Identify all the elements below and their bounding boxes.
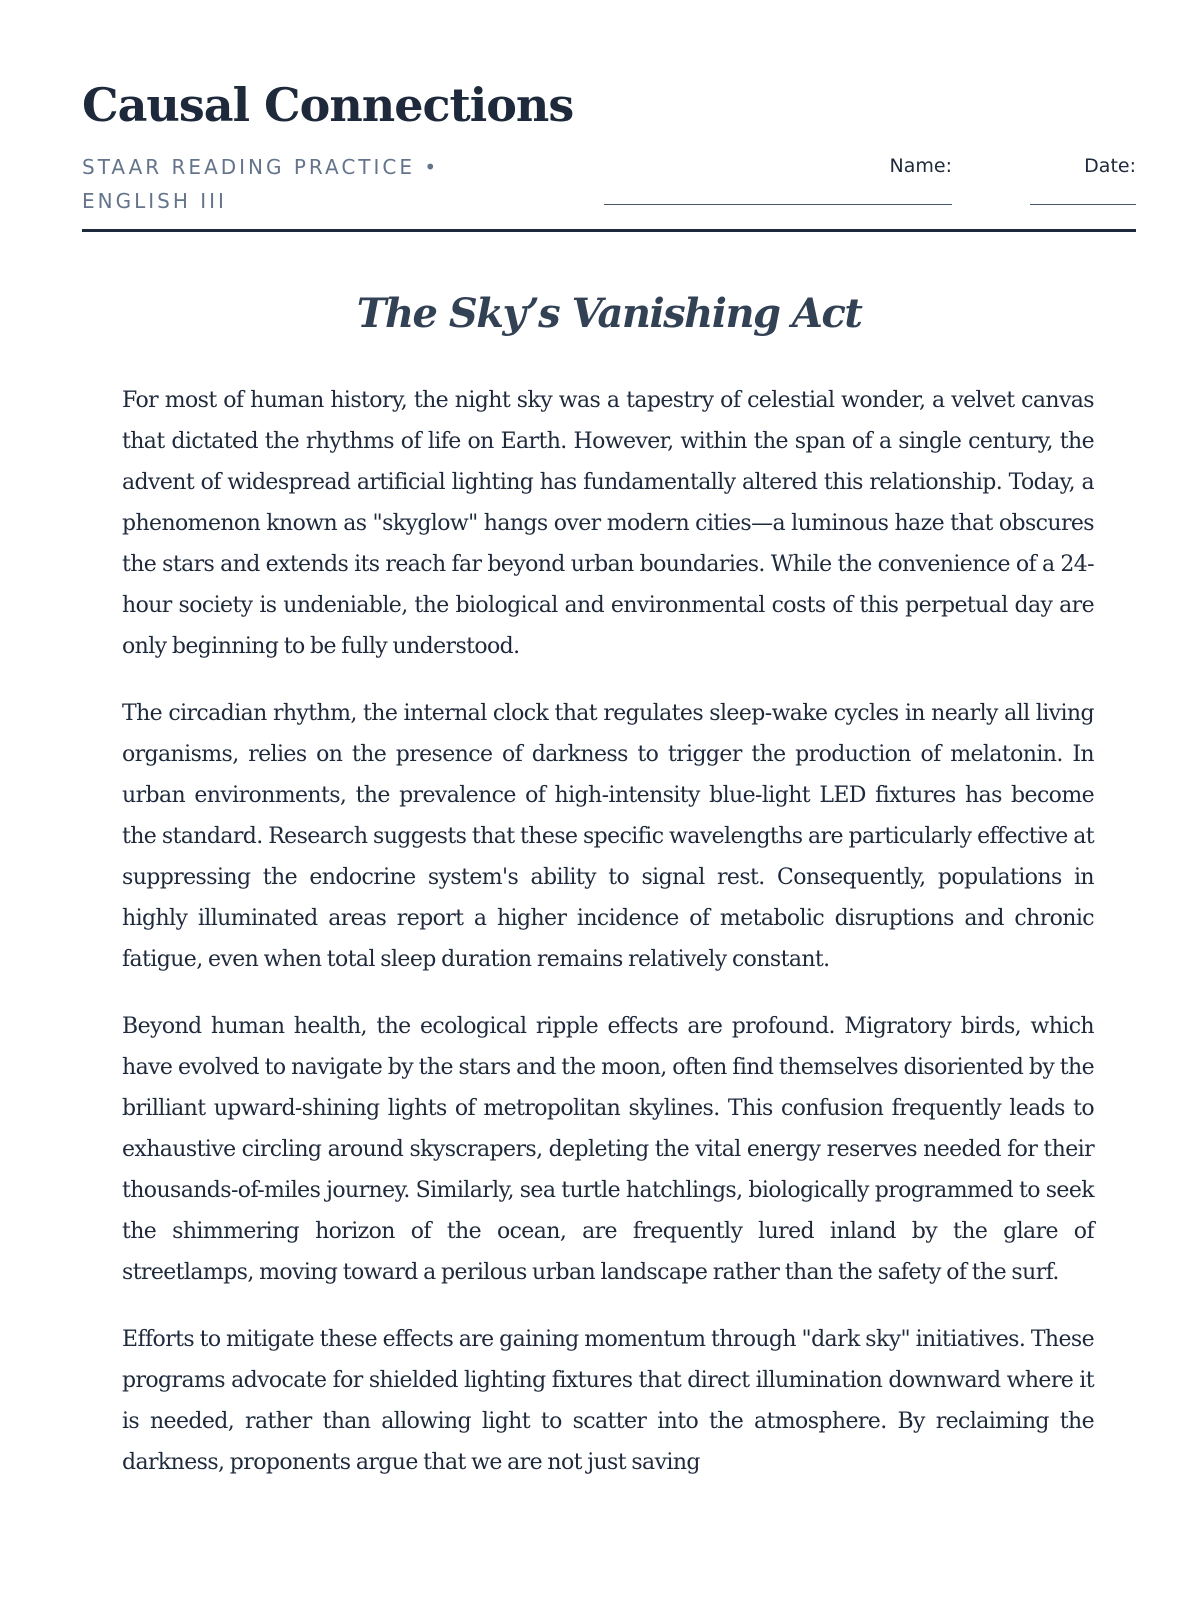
worksheet-title: Causal Connections bbox=[82, 78, 574, 132]
date-blank-line[interactable] bbox=[1030, 182, 1136, 205]
date-field[interactable] bbox=[1030, 150, 1136, 205]
passage-paragraph-3: Beyond human health, the ecological ripple effects are profound. Migratory birds, which have evolved to navigate by the stars and the moon, often find themselves disoriented by the brilliant upward-shining lights of metropolitan skylines. This confusion frequently leads to exhaustive circling around skyscrapers, depleting the vital energy reserves needed for their thousands-of-miles journey. Similarly, sea turtle hatchlings, biologically programmed to seek the shimmering horizon of the ocean, are frequently lured inland by the glare of streetlamps, moving toward a perilous urban landscape rather than the safety of the surf. bbox=[122, 1014, 1094, 1285]
passage-title: The Sky’s Vanishing Act bbox=[356, 290, 862, 337]
passage-paragraph-4: Efforts to mitigate these effects are gaining momentum through "dark sky" initiatives. These programs advocate for shielded lighting fixtures that direct illumination downward where it is needed, rather than allowing light to scatter into the atmosphere. By reclaiming the darkness, proponents argue that we are not just saving bbox=[122, 1327, 1094, 1475]
date-label: Date: bbox=[1084, 155, 1136, 177]
worksheet-header bbox=[82, 0, 1136, 232]
worksheet-page bbox=[82, 0, 1136, 1475]
passage-paragraph-2: The circadian rhythm, the internal clock that regulates sleep-wake cycles in nearly all living organisms, relies on the presence of darkness to trigger the production of melatonin. In urban environments, the prevalence of high-intensity blue-light LED fixtures has become the standard. Research suggests that these specific wavelengths are particularly effective at suppressing the endocrine system's ability to signal rest. Consequently, populations in highly illuminated areas report a higher incidence of metabolic disruptions and chronic fatigue, even when total sleep duration remains relatively constant. bbox=[122, 701, 1094, 972]
name-label: Name: bbox=[889, 155, 952, 177]
name-blank-line[interactable] bbox=[604, 182, 952, 205]
worksheet-subtitle: STAAR READING PRACTICE • ENGLISH III bbox=[82, 155, 440, 213]
name-field[interactable] bbox=[604, 150, 952, 205]
passage-body bbox=[122, 380, 1094, 1509]
passage-paragraph-1: For most of human history, the night sky was a tapestry of celestial wonder, a velvet canvas that dictated the rhythms of life on Earth. However, within the span of a single century, the advent of widespread artificial lighting has fundamentally altered this relationship. Today, a phenomenon known as "skyglow" hangs over modern cities—a luminous haze that obscures the stars and extends its reach far beyond urban boundaries. While the convenience of a 24-hour society is undeniable, the biological and environmental costs of this perpetual day are only beginning to be fully understood. bbox=[122, 388, 1094, 659]
